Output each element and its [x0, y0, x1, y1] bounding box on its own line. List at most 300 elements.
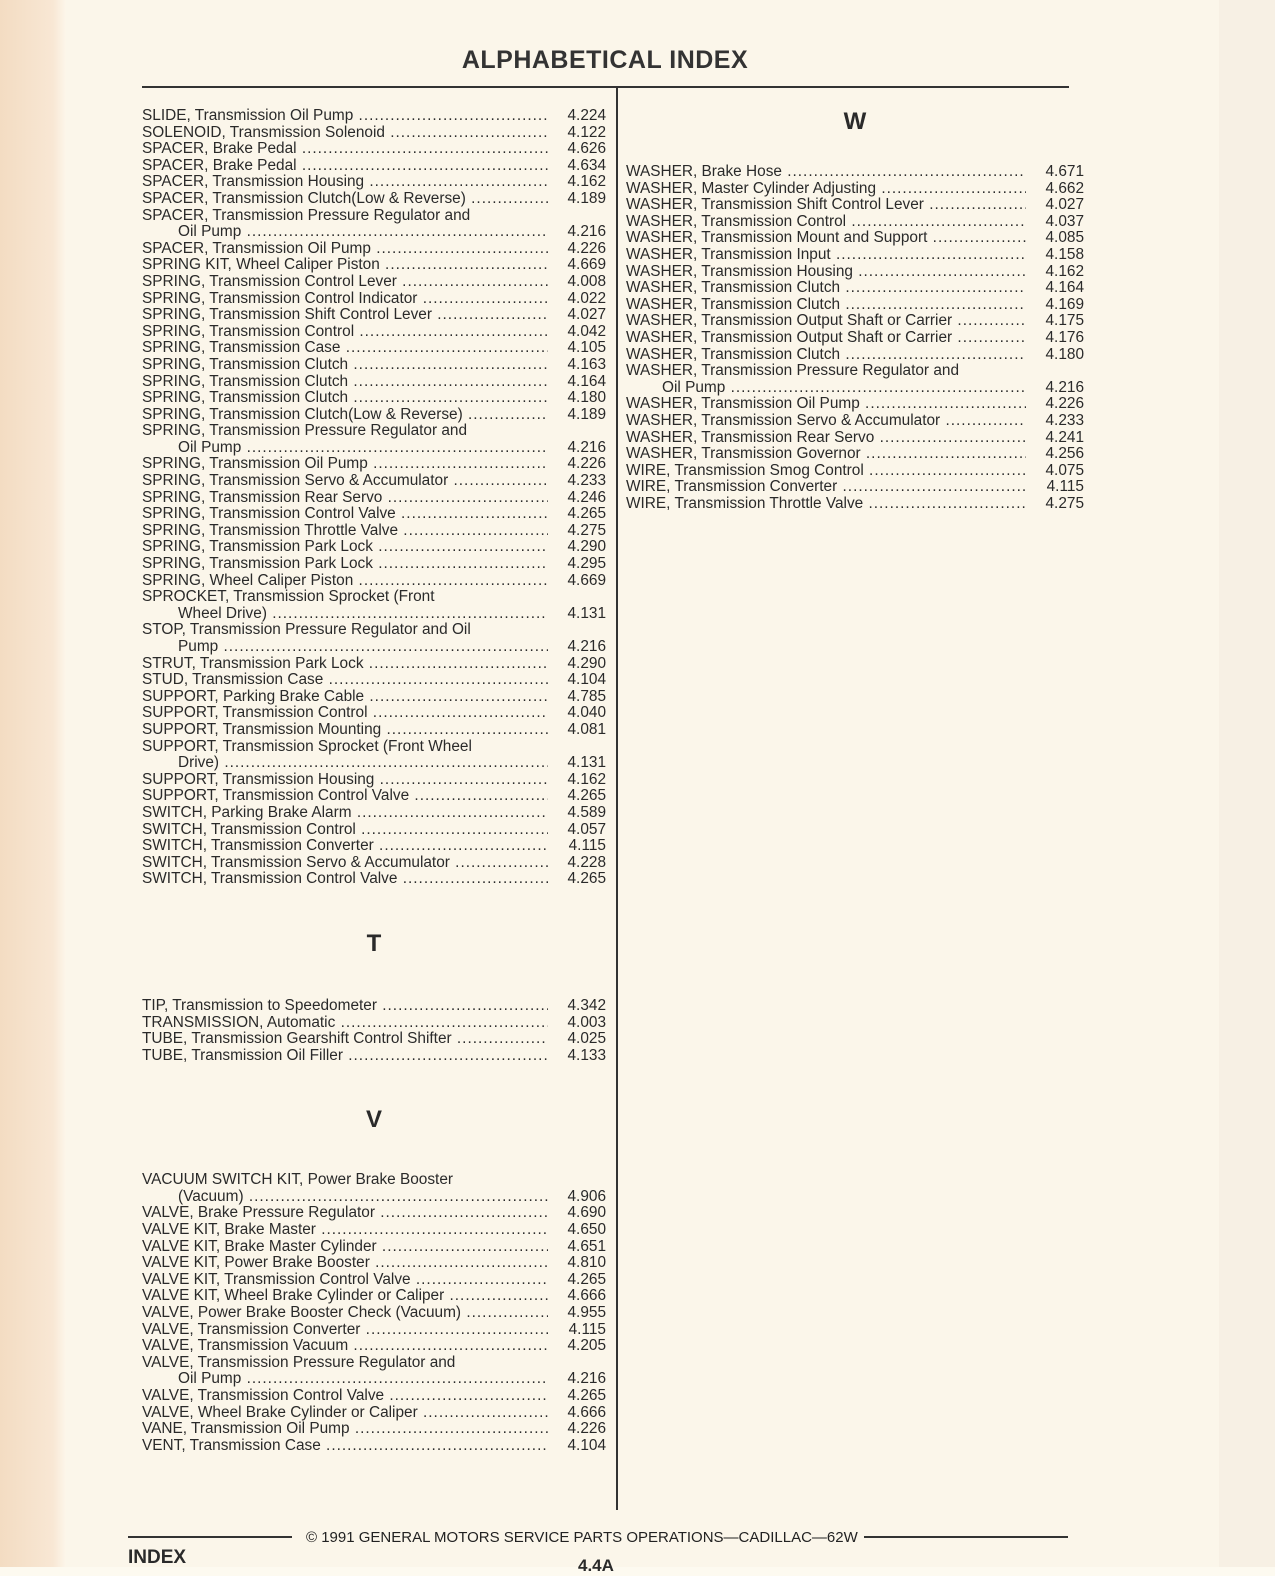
entry-line: WASHER, Transmission Housing .....	[626, 264, 1026, 281]
entry-line: WASHER, Brake Hose .....	[626, 164, 1026, 181]
entry-text	[626, 347, 1026, 364]
entry-text	[626, 313, 1026, 330]
entry-line: SPRING, Transmission Clutch .....	[142, 374, 548, 391]
entry-line: VANE, Transmission Oil Pump .....	[142, 1421, 548, 1438]
entry-text	[142, 998, 548, 1015]
section-heading-v: V	[365, 1106, 382, 1134]
entry-line: SPROCKET, Transmission Sprocket (Front	[142, 589, 435, 606]
entry-page-number: 4.666	[567, 1287, 606, 1305]
entry-page-number: 4.690	[567, 1204, 606, 1222]
index-entry	[142, 838, 606, 855]
entry-page-number: 4.075	[1045, 461, 1084, 479]
entry-line: SPACER, Brake Pedal .....	[142, 141, 548, 158]
index-entry	[142, 1388, 606, 1405]
entry-page-number: 4.115	[568, 1320, 606, 1338]
index-entry	[142, 1172, 606, 1205]
entry-line: SWITCH, Transmission Converter .....	[142, 838, 548, 855]
entry-text	[142, 805, 548, 822]
entry-page-number: 4.626	[567, 140, 606, 158]
entry-line: SOLENOID, Transmission Solenoid .....	[142, 125, 548, 142]
entry-text	[142, 274, 548, 291]
entry-page-number: 4.162	[567, 770, 606, 788]
entry-page-number: 4.265	[567, 1387, 606, 1404]
page-footer	[128, 1527, 1068, 1547]
entry-line: TIP, Transmission to Speedometer .....	[142, 998, 548, 1015]
page-number: 4.4A	[578, 1556, 614, 1575]
entry-page-number: 4.226	[567, 1420, 606, 1438]
footer-rule-left	[128, 1536, 292, 1538]
entry-text	[626, 363, 1026, 396]
index-entry	[142, 1288, 606, 1305]
entry-page-number: 4.189	[567, 405, 606, 423]
entry-text	[142, 490, 548, 507]
entry-text	[142, 307, 548, 324]
entry-line: Wheel Drive) .....	[142, 606, 548, 623]
entry-line: Oil Pump .....	[142, 1371, 548, 1388]
index-entry	[626, 463, 1084, 480]
entry-page-number: 4.226	[567, 239, 606, 257]
index-list-v	[142, 1172, 606, 1454]
index-entry	[142, 1031, 606, 1048]
entry-text	[142, 1405, 548, 1422]
entry-text	[626, 496, 1026, 513]
entry-page-number: 4.027	[567, 306, 606, 324]
entry-line: SPACER, Transmission Oil Pump .....	[142, 241, 548, 258]
index-entry	[626, 297, 1084, 314]
index-entry	[626, 446, 1084, 463]
entry-line: VALVE KIT, Transmission Control Valve .....	[142, 1272, 548, 1289]
entry-line: VALVE, Brake Pressure Regulator .....	[142, 1205, 548, 1222]
entry-text	[142, 506, 548, 523]
entry-page-number: 4.081	[567, 720, 606, 738]
entry-text	[626, 264, 1026, 281]
entry-page-number: 4.115	[568, 837, 606, 855]
entry-text	[142, 1239, 548, 1256]
entry-line: SWITCH, Transmission Control Valve .....	[142, 871, 548, 888]
entry-line: SWITCH, Transmission Control .....	[142, 822, 548, 839]
index-entry	[626, 197, 1084, 214]
index-entry	[142, 1338, 606, 1355]
index-entry	[142, 340, 606, 357]
entry-line: WASHER, Transmission Output Shaft or Carrier .....	[626, 313, 1026, 330]
entry-page-number: 4.669	[567, 256, 606, 274]
entry-text	[626, 463, 1026, 480]
entry-line: VACUUM SWITCH KIT, Power Brake Booster	[142, 1172, 454, 1189]
index-entry	[626, 430, 1084, 447]
entry-page-number: 4.256	[1045, 445, 1084, 463]
entry-line: WASHER, Transmission Servo & Accumulator .....	[626, 413, 1026, 430]
entry-line: VALVE, Transmission Pressure Regulator and	[142, 1354, 456, 1371]
entry-page-number: 4.650	[567, 1221, 606, 1239]
index-entry	[142, 1421, 606, 1438]
entry-text	[626, 214, 1026, 231]
entry-text	[142, 1288, 548, 1305]
entry-line: SPRING, Transmission Throttle Valve .....	[142, 523, 548, 540]
entry-page-number: 4.164	[1045, 279, 1084, 297]
index-list-s	[142, 108, 606, 888]
entry-text	[142, 1338, 548, 1355]
page-edge-left	[0, 0, 66, 1567]
entry-text	[626, 430, 1026, 447]
entry-line: WASHER, Transmission Shift Control Lever .....	[626, 197, 1026, 214]
entry-line: SPRING, Transmission Shift Control Lever .....	[142, 307, 548, 324]
entry-line: VALVE KIT, Power Brake Booster .....	[142, 1255, 548, 1272]
entry-page-number: 4.246	[567, 488, 606, 506]
index-entry	[626, 230, 1084, 247]
index-entry	[142, 739, 606, 772]
index-entry	[142, 556, 606, 573]
entry-line: SUPPORT, Transmission Mounting .....	[142, 722, 548, 739]
index-entry	[142, 589, 606, 622]
entry-page-number: 4.131	[567, 604, 606, 622]
entry-text	[626, 413, 1026, 430]
entry-line: SUPPORT, Transmission Sprocket (Front Wheel	[142, 738, 472, 755]
index-entry	[142, 1355, 606, 1388]
entry-text	[142, 191, 548, 208]
entry-line: Drive) .....	[142, 755, 548, 772]
entry-text	[142, 1172, 548, 1205]
entry-page-number: 4.265	[567, 505, 606, 523]
entry-text	[142, 340, 548, 357]
entry-text	[142, 208, 548, 241]
entry-line: SPRING, Transmission Pressure Regulator and	[142, 423, 468, 440]
entry-line: SPRING, Transmission Control Indicator .....	[142, 291, 548, 308]
entry-text	[142, 1322, 548, 1339]
entry-text	[142, 573, 548, 590]
entry-line: WIRE, Transmission Throttle Valve .....	[626, 496, 1026, 513]
entry-page-number: 4.216	[567, 638, 606, 655]
entry-text	[626, 396, 1026, 413]
entry-page-number: 4.115	[1046, 478, 1084, 496]
index-entry	[142, 772, 606, 789]
index-entry	[142, 473, 606, 490]
index-entry	[626, 247, 1084, 264]
entry-page-number: 4.228	[567, 853, 606, 871]
index-entry	[142, 274, 606, 291]
index-entry	[142, 822, 606, 839]
entry-text	[626, 280, 1026, 297]
entry-text	[626, 230, 1026, 247]
entry-page-number: 4.810	[567, 1254, 606, 1272]
entry-page-number: 4.589	[567, 803, 606, 821]
index-entry	[142, 506, 606, 523]
entry-line: VENT, Transmission Case .....	[142, 1438, 548, 1455]
index-entry	[142, 1205, 606, 1222]
entry-text	[142, 1388, 548, 1405]
entry-page-number: 4.042	[567, 322, 606, 340]
entry-text	[142, 589, 548, 622]
entry-line: SUPPORT, Transmission Control Valve .....	[142, 788, 548, 805]
entry-text	[142, 539, 548, 556]
entry-page-number: 4.955	[567, 1304, 606, 1322]
index-entry	[142, 208, 606, 241]
index-entry	[142, 456, 606, 473]
entry-page-number: 4.189	[567, 189, 606, 207]
entry-line: VALVE, Wheel Brake Cylinder or Caliper .....	[142, 1405, 548, 1422]
entry-page-number: 4.662	[1045, 179, 1084, 197]
entry-text	[142, 1272, 548, 1289]
entry-page-number: 4.226	[1045, 395, 1084, 413]
entry-text	[142, 689, 548, 706]
index-entry	[142, 1405, 606, 1422]
index-entry	[142, 1239, 606, 1256]
entry-text	[142, 838, 548, 855]
entry-line: WASHER, Transmission Mount and Support .....	[626, 230, 1026, 247]
entry-line: SPACER, Transmission Housing .....	[142, 174, 548, 191]
index-entry	[626, 164, 1084, 181]
page-title: ALPHABETICAL INDEX	[461, 46, 749, 74]
entry-text	[142, 407, 548, 424]
entry-text	[142, 1048, 548, 1065]
entry-text	[142, 1438, 548, 1455]
entry-line: WASHER, Transmission Oil Pump .....	[626, 396, 1026, 413]
entry-page-number: 4.275	[1045, 494, 1084, 512]
entry-line: STRUT, Transmission Park Lock .....	[142, 656, 548, 673]
index-entry	[142, 1272, 606, 1289]
entry-line: WASHER, Transmission Clutch .....	[626, 297, 1026, 314]
entry-line: SPRING, Transmission Oil Pump .....	[142, 456, 548, 473]
entry-page-number: 4.666	[567, 1403, 606, 1421]
entry-line: (Vacuum) .....	[142, 1189, 548, 1206]
entry-text	[626, 197, 1026, 214]
entry-line: VALVE, Power Brake Booster Check (Vacuum) .....	[142, 1305, 548, 1322]
entry-page-number: 4.022	[567, 289, 606, 307]
entry-page-number: 4.176	[1045, 328, 1084, 346]
entry-line: WASHER, Master Cylinder Adjusting .....	[626, 181, 1026, 198]
entry-line: SPRING, Transmission Case .....	[142, 340, 548, 357]
entry-line: SPACER, Transmission Clutch(Low & Reverse) .....	[142, 191, 548, 208]
entry-text	[142, 473, 548, 490]
entry-page-number: 4.275	[567, 521, 606, 539]
entry-line: WASHER, Transmission Clutch .....	[626, 280, 1026, 297]
entry-text	[142, 390, 548, 407]
entry-page-number: 4.265	[567, 870, 606, 888]
entry-text	[142, 1222, 548, 1239]
entry-page-number: 4.025	[567, 1030, 606, 1048]
entry-line: WASHER, Transmission Governor .....	[626, 446, 1026, 463]
index-entry	[142, 390, 606, 407]
index-entry	[142, 291, 606, 308]
entry-text	[142, 1015, 548, 1032]
index-entry	[142, 1438, 606, 1455]
left-column	[142, 108, 606, 1454]
entry-line: Oil Pump .....	[142, 440, 548, 457]
entry-page-number: 4.027	[1045, 196, 1084, 214]
entry-text	[142, 705, 548, 722]
index-entry	[142, 1255, 606, 1272]
index-entry	[142, 307, 606, 324]
index-entry	[142, 998, 606, 1015]
entry-text	[626, 247, 1026, 264]
entry-page-number: 4.163	[567, 355, 606, 373]
index-entry	[142, 141, 606, 158]
entry-text	[142, 257, 548, 274]
entry-page-number: 4.169	[1045, 295, 1084, 313]
entry-page-number: 4.634	[567, 156, 606, 174]
entry-page-number: 4.216	[567, 438, 606, 456]
entry-page-number: 4.290	[567, 654, 606, 672]
entry-text	[142, 739, 548, 772]
entry-text	[142, 1205, 548, 1222]
entry-text	[142, 871, 548, 888]
entry-text	[142, 822, 548, 839]
entry-line: VALVE, Transmission Converter .....	[142, 1322, 548, 1339]
entry-page-number: 4.205	[567, 1337, 606, 1355]
index-entry	[142, 174, 606, 191]
entry-line: Oil Pump .....	[142, 224, 548, 241]
entry-page-number: 4.040	[567, 704, 606, 722]
entry-text	[142, 456, 548, 473]
entry-page-number: 4.008	[567, 272, 606, 290]
entry-text	[142, 174, 548, 191]
entry-line: TUBE, Transmission Gearshift Control Shifter .....	[142, 1031, 548, 1048]
entry-text	[142, 772, 548, 789]
entry-text	[142, 423, 548, 456]
entry-line: VALVE KIT, Brake Master Cylinder .....	[142, 1239, 548, 1256]
entry-page-number: 4.342	[567, 996, 606, 1014]
entry-page-number: 4.104	[567, 671, 606, 689]
index-entry	[626, 396, 1084, 413]
entry-page-number: 4.226	[567, 455, 606, 473]
entry-page-number: 4.671	[1045, 163, 1084, 180]
entry-text	[142, 556, 548, 573]
entry-page-number: 4.085	[1045, 229, 1084, 247]
index-entry	[142, 622, 606, 655]
entry-line: WASHER, Transmission Rear Servo .....	[626, 430, 1026, 447]
entry-line: SPRING, Transmission Park Lock .....	[142, 556, 548, 573]
index-entry	[142, 689, 606, 706]
entry-page-number: 4.037	[1045, 212, 1084, 230]
entry-page-number: 4.233	[1045, 411, 1084, 429]
index-entry	[626, 280, 1084, 297]
index-entry	[142, 1048, 606, 1065]
index-entry	[626, 181, 1084, 198]
entry-page-number: 4.651	[567, 1237, 606, 1255]
entry-line: SPRING KIT, Wheel Caliper Piston .....	[142, 257, 548, 274]
index-entry	[142, 871, 606, 888]
section-heading-w: W	[843, 108, 867, 135]
entry-line: SPACER, Brake Pedal .....	[142, 158, 548, 175]
index-entry	[142, 722, 606, 739]
entry-text	[142, 374, 548, 391]
entry-text	[626, 479, 1026, 496]
entry-page-number: 4.295	[567, 555, 606, 573]
entry-page-number: 4.162	[1045, 262, 1084, 280]
index-entry	[142, 1305, 606, 1322]
entry-line: SUPPORT, Parking Brake Cable .....	[142, 689, 548, 706]
index-entry	[142, 1015, 606, 1032]
entry-line: SPRING, Transmission Servo & Accumulator .....	[142, 473, 548, 490]
index-entry	[142, 374, 606, 391]
entry-line: VALVE KIT, Wheel Brake Cylinder or Caliper .....	[142, 1288, 548, 1305]
index-entry	[142, 855, 606, 872]
entry-text	[142, 357, 548, 374]
entry-line: SPRING, Transmission Park Lock .....	[142, 539, 548, 556]
entry-page-number: 4.224	[567, 107, 606, 124]
index-entry	[142, 805, 606, 822]
entry-line: WIRE, Transmission Smog Control .....	[626, 463, 1026, 480]
entry-page-number: 4.265	[567, 1270, 606, 1288]
entry-text	[142, 1031, 548, 1048]
entry-text	[142, 622, 548, 655]
entry-line: TUBE, Transmission Oil Filler .....	[142, 1048, 548, 1065]
entry-page-number: 4.131	[567, 754, 606, 772]
index-entry	[626, 363, 1084, 396]
index-entry	[626, 264, 1084, 281]
entry-text	[626, 164, 1026, 181]
entry-line: TRANSMISSION, Automatic .....	[142, 1015, 548, 1032]
entry-page-number: 4.158	[1045, 245, 1084, 263]
entry-line: Pump .....	[142, 639, 548, 656]
entry-page-number: 4.216	[1045, 378, 1084, 396]
entry-page-number: 4.057	[567, 820, 606, 838]
entry-text	[142, 108, 548, 125]
entry-line: SPRING, Transmission Control .....	[142, 324, 548, 341]
index-entry	[626, 313, 1084, 330]
entry-line: Oil Pump .....	[626, 380, 1026, 397]
entry-page-number: 4.175	[1045, 312, 1084, 330]
entry-page-number: 4.241	[1045, 428, 1084, 446]
entry-text	[142, 125, 548, 142]
index-entry	[626, 214, 1084, 231]
entry-page-number: 4.003	[567, 1013, 606, 1031]
entry-line: SPRING, Transmission Clutch .....	[142, 390, 548, 407]
entry-line: STUD, Transmission Case .....	[142, 672, 548, 689]
entry-text	[142, 722, 548, 739]
index-entry	[142, 125, 606, 142]
index-entry	[142, 191, 606, 208]
entry-line: SUPPORT, Transmission Housing .....	[142, 772, 548, 789]
index-entry	[142, 490, 606, 507]
index-entry	[626, 330, 1084, 347]
column-divider	[616, 86, 618, 1510]
entry-text	[142, 523, 548, 540]
index-entry	[142, 257, 606, 274]
entry-page-number: 4.105	[567, 339, 606, 357]
entry-line: WASHER, Transmission Control .....	[626, 214, 1026, 231]
entry-line: SPRING, Transmission Rear Servo .....	[142, 490, 548, 507]
index-entry	[142, 788, 606, 805]
entry-text	[142, 855, 548, 872]
entry-line: SWITCH, Transmission Servo & Accumulator .....	[142, 855, 548, 872]
entry-line: VALVE, Transmission Vacuum .....	[142, 1338, 548, 1355]
entry-line: SPRING, Transmission Control Valve .....	[142, 506, 548, 523]
entry-line: SPRING, Transmission Control Lever .....	[142, 274, 548, 291]
entry-line: VALVE, Transmission Control Valve .....	[142, 1388, 548, 1405]
entry-page-number: 4.180	[567, 389, 606, 407]
entry-line: VALVE KIT, Brake Master .....	[142, 1222, 548, 1239]
index-entry	[142, 357, 606, 374]
entry-text	[142, 291, 548, 308]
index-list-t	[142, 998, 606, 1064]
index-entry	[142, 108, 606, 125]
index-entry	[626, 413, 1084, 430]
entry-text	[142, 672, 548, 689]
entry-text	[142, 1305, 548, 1322]
index-entry	[142, 672, 606, 689]
entry-text	[142, 788, 548, 805]
entry-line: WASHER, Transmission Input .....	[626, 247, 1026, 264]
entry-line: WASHER, Transmission Clutch .....	[626, 347, 1026, 364]
entry-page-number: 4.162	[567, 173, 606, 191]
index-entry	[142, 573, 606, 590]
entry-line: WASHER, Transmission Output Shaft or Carrier .....	[626, 330, 1026, 347]
entry-page-number: 4.290	[567, 538, 606, 556]
entry-page-number: 4.133	[567, 1046, 606, 1064]
entry-line: SPRING, Wheel Caliper Piston .....	[142, 573, 548, 590]
entry-text	[626, 330, 1026, 347]
index-entry	[142, 705, 606, 722]
